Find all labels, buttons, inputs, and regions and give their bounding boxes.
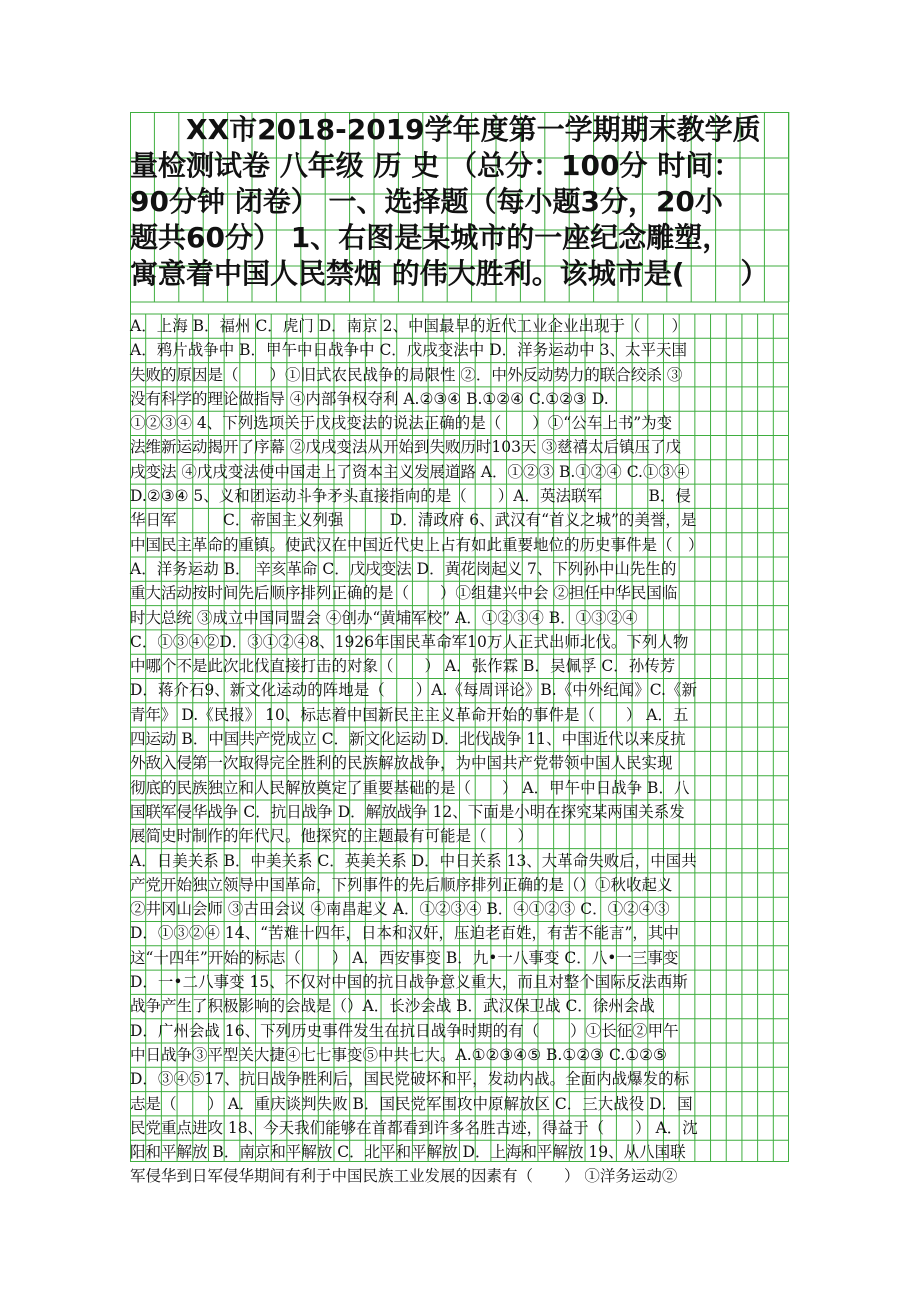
- body-text-line: 展简史时制作的年代尺。他探究的主题最有可能是（ ）: [130, 827, 534, 846]
- title-line: 寓意着中国人民禁烟 的伟大胜利。该城市是( ）: [130, 257, 769, 290]
- body-text-line: 没有科学的理论做指导 ④内部争权夺利 A.②③④ B.①②④ C.①②③ D.: [130, 389, 609, 408]
- body-text-line: A．鸦片战争中 B．甲午中日战争中 C．戊戌变法中 D．洋务运动中 3、太平天国: [130, 341, 687, 360]
- title-line: XX市2018-2019学年度第一学期期末教学质: [130, 113, 761, 146]
- title-line: 90分钟 闭卷） 一、选择题（每小题3分，20小: [130, 185, 723, 218]
- body-text-line: C．①③④②D．③①②④8、1926年国民革命军10万人正式出师北伐。下列人物: [130, 632, 689, 651]
- body-text-line: 阳和平解放 B．南京和平解放 C．北平和平解放 D．上海和平解放 19、从八国联: [130, 1143, 686, 1162]
- body-text-line: 中日战争③平型关大捷④七七事变⑤中共七大。A.①②③④⑤ B.①②③ C.①②⑤: [130, 1045, 667, 1064]
- body-text-line: D．①③②④ 14、“苦难十四年，日本和汉奸，压迫老百姓，有苦不能言”，其中: [130, 924, 679, 943]
- body-text-line: 四运动 B．中国共产党成立 C．新文化运动 D．北伐战争 11、中国近代以来反抗: [130, 730, 686, 749]
- body-text-line: 青年》 D.《民报》 10、标志着中国新民主主义革命开始的事件是（ ） A．五: [130, 705, 689, 724]
- body-text-line: D.②③④ 5、义和团运动斗争矛头直接指向的是（ ）A．英法联军 B．侵: [130, 487, 691, 506]
- body-text-line: D．③④⑤17、抗日战争胜利后，国民党破坏和平，发动内战。全面内战爆发的标: [130, 1070, 690, 1089]
- body-text-line: 民党重点进攻 18、今天我们能够在首都看到许多名胜古迹，得益于（ ） A．沈: [130, 1118, 698, 1137]
- body-text-line: 法维新运动揭开了序幕 ②戊戌变法从开始到失败历时103天 ③慈禧太后镇压了戊: [130, 438, 681, 457]
- body-text-line: 这“十四年”开始的标志（ ） A．西安事变 B．九•一八事变 C．八•一三事变: [130, 948, 679, 967]
- title-line: 题共60分） 1、右图是某城市的一座纪念雕塑，: [130, 221, 731, 254]
- body-text-line: D．蒋介石9、新文化运动的阵地是（ ）A.《每周评论》B.《中外纪闻》C.《新: [130, 681, 697, 700]
- title-line: 量检测试卷 八年级 历 史 （总分：100分 时间：: [130, 149, 742, 182]
- body-text-line: A．洋务运动 B． 辛亥革命 C．戊戌变法 D．黄花岗起义 7、下列孙中山先生的: [130, 559, 677, 578]
- body-text-line: A．上海 B．福州 C．虎门 D．南京 2、中国最早的近代工业企业出现于（ ）: [130, 317, 687, 335]
- document-page: [130, 112, 789, 1186]
- exam-title: [130, 112, 789, 292]
- exam-body: [130, 314, 789, 1189]
- body-text-line: ①②③④ 4、下列选项关于戊戌变法的说法正确的是（ ）①“公车上书”为变: [130, 414, 673, 433]
- body-text-line: 中哪个不是此次北伐直接打击的对象（ ） A．张作霖 B．吴佩孚 C．孙传芳: [130, 657, 676, 676]
- body-text-line: A．日美关系 B．中美关系 C．英美关系 D．中日关系 13、大革命失败后，中国共: [130, 851, 697, 870]
- body-text-line: 戌变法 ④戊戌变法使中国走上了资本主义发展道路 A．①②③ B.①②④ C.①③④: [130, 462, 690, 481]
- body-text-line: ②井冈山会师 ③古田会议 ④南昌起义 A．①②③④ B．④①②③ C．①②④③: [130, 900, 670, 919]
- body-text-line: 外敌入侵第一次取得完全胜利的民族解放战争，为中国共产党带领中国人民实现: [130, 754, 673, 773]
- body-text-line: 华日军 C．帝国主义列强 D．清政府 6、武汉有“首义之城”的美誉，是: [130, 511, 697, 530]
- body-text-line: 重大活动按时间先后顺序排列正确的是（ ）①组建兴中会 ②担任中华民国临: [130, 584, 678, 603]
- body-text-line: 军侵华到日军侵华期间有利于中国民族工业发展的因素有（ ） ①洋务运动②: [130, 1167, 678, 1186]
- body-text-line: D．一•二八事变 15、不仅对中国的抗日战争意义重大，而且对整个国际反法西斯: [130, 973, 688, 992]
- body-text-line: 彻底的民族独立和人民解放奠定了重要基础的是（ ） A．甲午中日战争 B．八: [130, 778, 690, 797]
- body-text-line: 战争产生了积极影响的会战是（）A．长沙会战 B．武汉保卫战 C．徐州会战: [130, 997, 655, 1016]
- body-text-line: 时大总统 ③成立中国同盟会 ④创办“黄埔军校” A．①②③④ B．①③②④: [130, 608, 638, 627]
- body-text-line: D．广州会战 16、下列历史事件发生在抗日战争时期的有（ ）①长征②甲午: [130, 1021, 679, 1040]
- body-text-line: 中国民主革命的重镇。使武汉在中国近代史上占有如此重要地位的历史事件是（ ）: [130, 535, 704, 554]
- body-text-line: 失败的原因是（ ）①旧式农民战争的局限性 ②．中外反动势力的联合绞杀 ③: [130, 365, 683, 384]
- body-text-line: 产党开始独立领导中国革命，下列事件的先后顺序排列正确的是（）①秋收起义: [130, 875, 673, 894]
- body-text-line: 国联军侵华战争 C．抗日战争 D．解放战争 12、下面是小明在探究某两国关系发: [130, 802, 685, 821]
- body-text-line: 志是（ ） A．重庆谈判失败 B．国民党军围攻中原解放区 C．三大战役 D．国: [130, 1094, 693, 1113]
